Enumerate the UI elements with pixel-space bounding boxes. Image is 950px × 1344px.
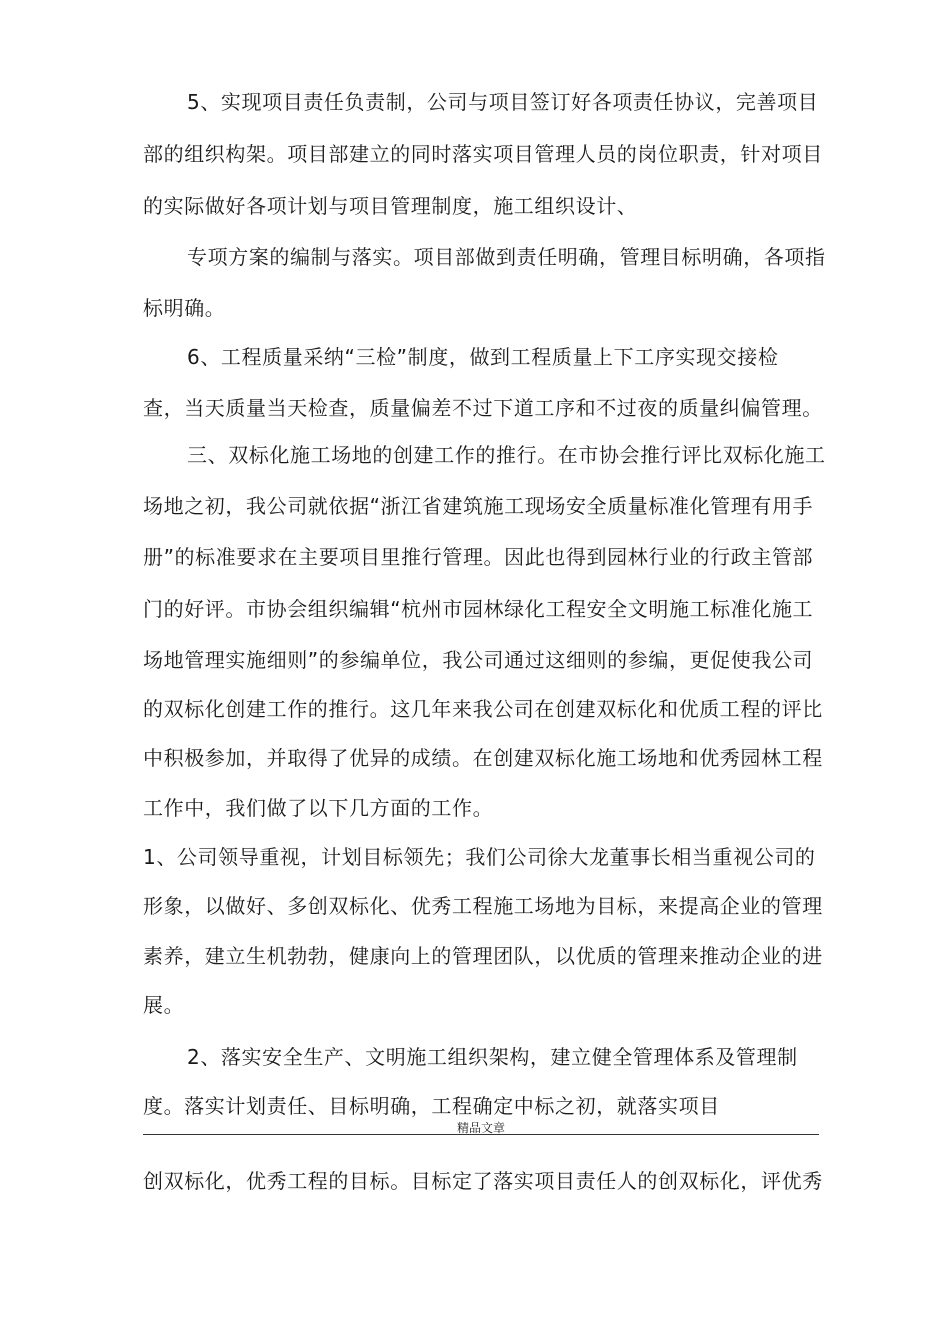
paragraph-line: 的双标化创建工作的推行。这几年来我公司在创建双标化和优质工程的评比 xyxy=(143,697,823,721)
paragraph-line: 三、双标化施工场地的创建工作的推行。在市协会推行评比双标化施工 xyxy=(187,443,826,467)
paragraph-line: 度。落实计划责任、目标明确，工程确定中标之初，就落实项目 xyxy=(143,1094,720,1118)
paragraph-line: 专项方案的编制与落实。项目部做到责任明确，管理目标明确，各项指 xyxy=(187,245,826,269)
paragraph-line: 册”的标准要求在主要项目里推行管理。因此也得到园林行业的行政主管部 xyxy=(143,545,814,569)
paragraph-line: 标明确。 xyxy=(143,296,226,320)
paragraph-line: 场地管理实施细则”的参编单位，我公司通过这细则的参编，更促使我公司 xyxy=(143,648,814,672)
paragraph-line: 2、落实安全生产、文明施工组织架构，建立健全管理体系及管理制 xyxy=(187,1045,798,1069)
paragraph-line: 展。 xyxy=(143,993,185,1017)
paragraph-line: 素养，建立生机勃勃，健康向上的管理团队，以优质的管理来推动企业的进 xyxy=(143,944,823,968)
paragraph-line: 的实际做好各项计划与项目管理制度，施工组织设计、 xyxy=(143,194,638,218)
paragraph-line: 1、公司领导重视，计划目标领先；我们公司徐大龙董事长相当重视公司的 xyxy=(143,845,816,869)
footer-divider xyxy=(143,1134,819,1135)
paragraph-line: 中积极参加，并取得了优异的成绩。在创建双标化施工场地和优秀园林工程 xyxy=(143,746,823,770)
paragraph-line: 形象，以做好、多创双标化、优秀工程施工场地为目标，来提高企业的管理 xyxy=(143,894,823,918)
paragraph-line: 查，当天质量当天检查，质量偏差不过下道工序和不过夜的质量纠偏管理。 xyxy=(143,396,823,420)
paragraph-line: 6、工程质量采纳“三检”制度，做到工程质量上下工序实现交接检 xyxy=(187,345,779,369)
paragraph-line: 部的组织构架。项目部建立的同时落实项目管理人员的岗位职责，针对项目 xyxy=(143,142,823,166)
page-footer-label: 精品文章 xyxy=(456,1121,505,1135)
paragraph-line: 门的好评。市协会组织编辑“杭州市园林绿化工程安全文明施工标准化施工 xyxy=(143,597,814,621)
paragraph-line: 工作中，我们做了以下几方面的工作。 xyxy=(143,796,494,820)
paragraph-line: 创双标化，优秀工程的目标。目标定了落实项目责任人的创双标化，评优秀 xyxy=(143,1169,823,1193)
paragraph-line: 5、实现项目责任负责制，公司与项目签订好各项责任协议，完善项目 xyxy=(187,90,819,114)
paragraph-line: 场地之初，我公司就依据“浙江省建筑施工现场安全质量标准化管理有用手 xyxy=(143,494,814,518)
